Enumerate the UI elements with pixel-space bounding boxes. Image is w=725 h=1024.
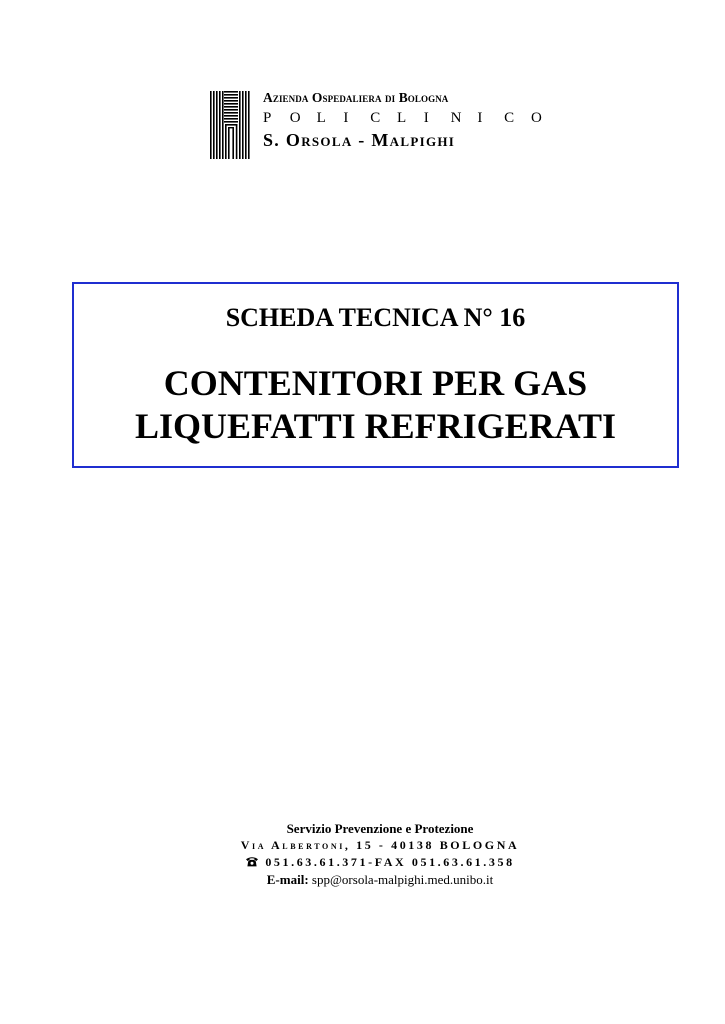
organization-name xyxy=(263,89,558,151)
policlinico-letter: C xyxy=(504,110,515,126)
hospital-columns-logo xyxy=(210,91,250,159)
title-line-1: CONTENITORI PER GAS xyxy=(163,363,588,403)
address-rest: , 15 - 40138 BOLOGNA xyxy=(344,838,520,852)
telephone-icon xyxy=(245,856,259,867)
title-box xyxy=(72,282,679,468)
header xyxy=(210,89,570,161)
policlinico-letter: L xyxy=(396,110,407,126)
policlinico-letter: N xyxy=(450,110,462,126)
document-title xyxy=(74,362,677,448)
email-address[interactable]: spp@orsola-malpighi.med.unibo.it xyxy=(311,872,494,887)
address xyxy=(180,837,580,854)
policlinico-letter: O xyxy=(530,110,542,126)
org-line-azienda: Azienda Ospedaliera di Bologna xyxy=(263,90,449,105)
title-line-2: LIQUEFATTI REFRIGERATI xyxy=(134,406,617,446)
policlinico-letter: I xyxy=(477,110,483,126)
org-line-orsola-malpighi: S. Orsola - Malpighi xyxy=(263,130,456,150)
policlinico-letter: I xyxy=(343,110,349,126)
footer xyxy=(180,820,580,889)
address-street: Via Albertoni xyxy=(240,838,345,852)
policlinico-letter: O xyxy=(289,110,301,126)
policlinico-letter: P xyxy=(263,110,272,126)
policlinico-letter: C xyxy=(370,110,381,126)
phone-fax xyxy=(180,854,580,871)
policlinico-letter: I xyxy=(423,110,429,126)
policlinico-letter: L xyxy=(316,110,326,126)
org-line-policlinico xyxy=(263,107,558,129)
phone-fax-numbers: 051.63.61.371-FAX 051.63.61.358 xyxy=(265,855,515,869)
email xyxy=(180,871,580,889)
sheet-number: SCHEDA TECNICA N° 16 xyxy=(225,303,526,332)
service-name: Servizio Prevenzione e Protezione xyxy=(286,821,474,836)
email-label: E-mail: xyxy=(266,872,309,887)
